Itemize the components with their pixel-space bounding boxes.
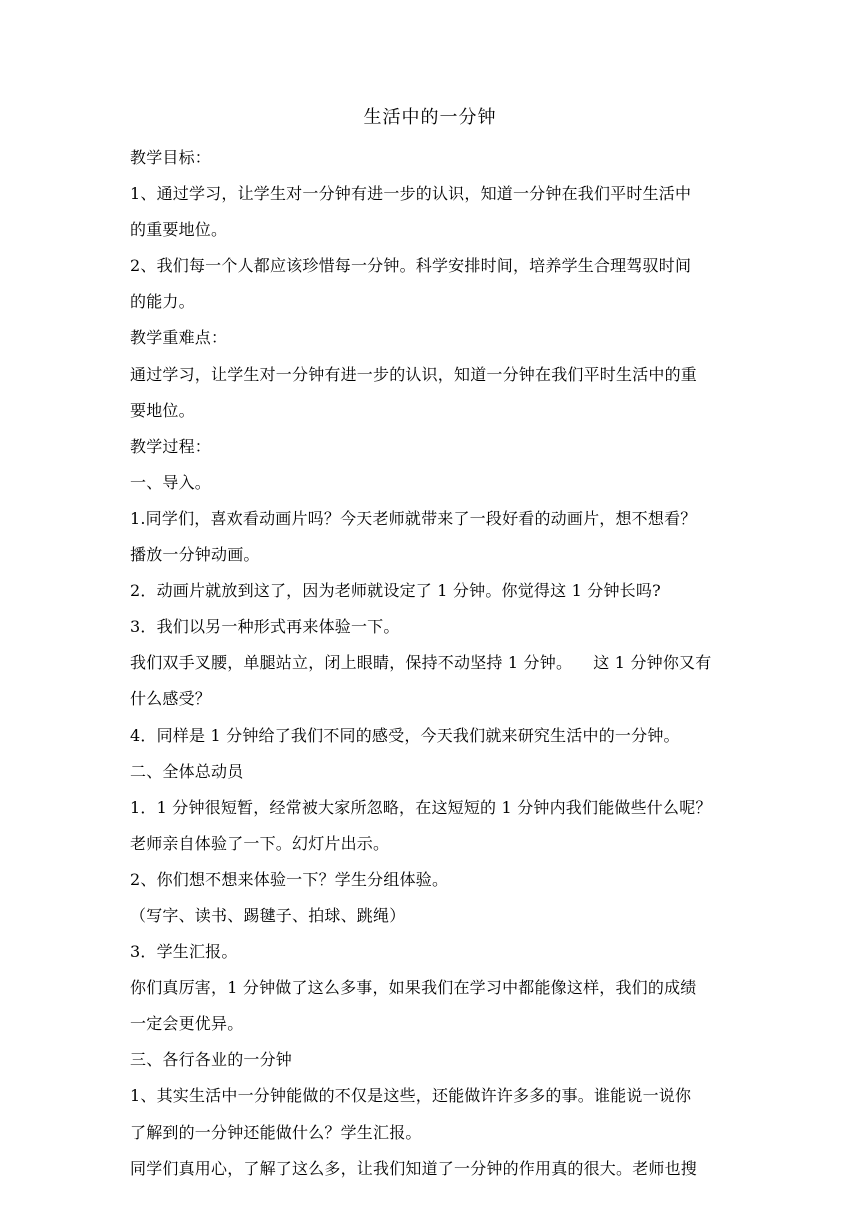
text-line: 老师亲自体验了一下。幻灯片出示。 [130, 833, 390, 853]
text-line: 1．1 分钟很短暂，经常被大家所忽略，在这短短的 1 分钟内我们能做些什么呢？ [130, 797, 712, 817]
text-line: 教学过程： [130, 436, 212, 456]
text-line: 我们双手叉腰，单腿站立，闭上眼睛，保持不动坚持 1 分钟。 这 1 分钟你又有 [130, 653, 712, 673]
text-line: 一定会更优异。 [130, 1014, 244, 1034]
text-line: 2、你们想不想来体验一下？学生分组体验。 [130, 869, 449, 889]
text-line: 要地位。 [130, 400, 195, 420]
text-line: 的重要地位。 [130, 220, 228, 240]
text-line: 了解到的一分钟还能做什么？学生汇报。 [130, 1122, 422, 1142]
text-line: 教学重难点： [130, 328, 228, 348]
text-line: 同学们真用心，了解了这么多，让我们知道了一分钟的作用真的很大。老师也搜 [130, 1158, 698, 1178]
text-line: 三、各行各业的一分钟 [130, 1050, 293, 1070]
document-title: 生活中的一分钟 [363, 107, 497, 128]
text-line: 3．我们以另一种形式再来体验一下。 [130, 617, 400, 637]
text-line: 二、全体总动员 [130, 761, 244, 781]
text-line: 通过学习，让学生对一分钟有进一步的认识，知道一分钟在我们平时生活中的重 [130, 364, 698, 384]
text-line: 2．动画片就放到这了，因为老师就设定了 1 分钟。你觉得这 1 分钟长吗? [130, 581, 661, 601]
text-line: 2、我们每一个人都应该珍惜每一分钟。科学安排时间，培养学生合理驾驭时间 [130, 256, 692, 276]
document-body [130, 140, 734, 1187]
text-line: 的能力。 [130, 292, 195, 312]
text-line: 一、导入。 [130, 472, 212, 492]
text-line: 播放一分钟动画。 [130, 545, 260, 565]
text-line: 教学目标： [130, 148, 212, 167]
text-line: 1、其实生活中一分钟能做的不仅是这些，还能做许许多多的事。谁能说一说你 [130, 1086, 692, 1106]
text-line: 什么感受？ [130, 689, 212, 709]
text-line: （写字、读书、踢毽子、拍球、跳绳） [130, 905, 406, 925]
text-line: 4．同样是 1 分钟给了我们不同的感受，今天我们就来研究生活中的一分钟。 [130, 725, 680, 745]
text-line: 3．学生汇报。 [130, 942, 238, 962]
text-line: 1.同学们，喜欢看动画片吗？今天老师就带来了一段好看的动画片，想不想看？ [130, 508, 697, 528]
text-line: 你们真厉害，1 分钟做了这么多事，如果我们在学习中都能像这样，我们的成绩 [130, 978, 697, 998]
text-line: 1、通过学习，让学生对一分钟有进一步的认识，知道一分钟在我们平时生活中 [130, 184, 692, 204]
